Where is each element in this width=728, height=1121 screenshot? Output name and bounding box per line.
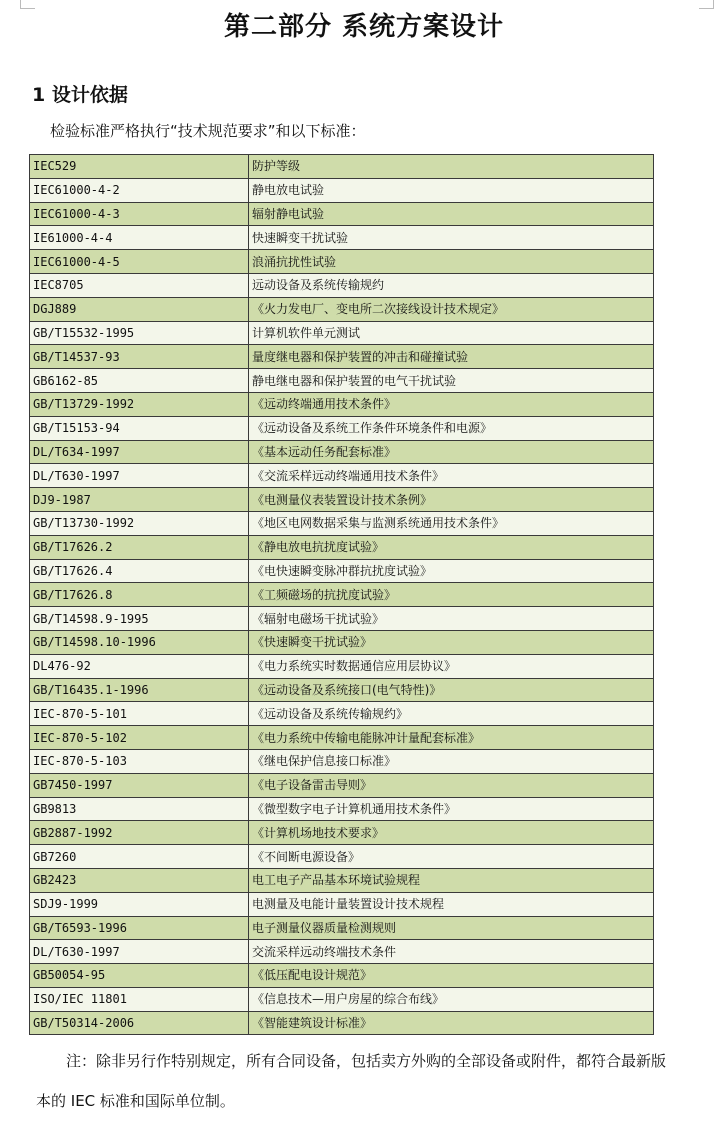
standards-table-row <box>30 678 654 702</box>
standard-code-cell: DL/T630-1997 <box>30 940 249 964</box>
note-paragraph: 注：除非另行作特别规定，所有合同设备，包括卖方外购的全部设备或附件，都符合最新版本的 IEC 标准和国际单位制。 <box>36 1052 667 1110</box>
standard-code-cell: GB7450-1997 <box>30 773 249 797</box>
section-heading: 1 设计依据 <box>32 84 128 106</box>
standard-code-cell: GB/T17626.4 <box>30 559 249 583</box>
standards-table-row <box>30 464 654 488</box>
standard-name-cell: 电测量及电能计量装置设计技术规程 <box>249 892 654 916</box>
standard-name-cell: 《远动设备及系统传输规约》 <box>249 702 654 726</box>
standard-code-cell: DJ9-1987 <box>30 488 249 512</box>
standard-code-cell: DGJ889 <box>30 297 249 321</box>
standard-name-cell: 浪涌抗扰性试验 <box>249 250 654 274</box>
standard-code-cell: GB/T15153-94 <box>30 416 249 440</box>
standards-table-row <box>30 654 654 678</box>
standards-table <box>29 154 654 1035</box>
standards-table-row <box>30 511 654 535</box>
standards-table-row <box>30 202 654 226</box>
standard-code-cell: DL476-92 <box>30 654 249 678</box>
standards-table-row <box>30 773 654 797</box>
standard-code-cell: IEC61000-4-2 <box>30 178 249 202</box>
standard-code-cell: GB50054-95 <box>30 964 249 988</box>
standard-name-cell: 远动设备及系统传输规约 <box>249 273 654 297</box>
standard-name-cell: 《计算机场地技术要求》 <box>249 821 654 845</box>
standard-name-cell: 《远动设备及系统工作条件环境条件和电源》 <box>249 416 654 440</box>
standard-code-cell: GB/T13729-1992 <box>30 392 249 416</box>
standard-code-cell: IE61000-4-4 <box>30 226 249 250</box>
standards-table-row <box>30 369 654 393</box>
standard-code-cell: GB6162-85 <box>30 369 249 393</box>
standards-table-row <box>30 297 654 321</box>
standard-name-cell: 《电子设备雷击导则》 <box>249 773 654 797</box>
standard-name-cell: 《智能建筑设计标准》 <box>249 1011 654 1035</box>
standard-name-cell: 《电力系统实时数据通信应用层协议》 <box>249 654 654 678</box>
standard-code-cell: IEC-870-5-102 <box>30 726 249 750</box>
standard-name-cell: 《地区电网数据采集与监测系统通用技术条件》 <box>249 511 654 535</box>
standards-table-row <box>30 797 654 821</box>
standard-code-cell: GB7260 <box>30 845 249 869</box>
standards-table-row <box>30 416 654 440</box>
standards-table-row <box>30 488 654 512</box>
standards-table-row <box>30 868 654 892</box>
standards-table-row <box>30 749 654 773</box>
standard-name-cell: 《远动终端通用技术条件》 <box>249 392 654 416</box>
standard-code-cell: IEC61000-4-3 <box>30 202 249 226</box>
standard-name-cell: 《微型数字电子计算机通用技术条件》 <box>249 797 654 821</box>
standards-table-row <box>30 226 654 250</box>
standards-table-row <box>30 178 654 202</box>
standards-table-row <box>30 345 654 369</box>
standard-name-cell: 电工电子产品基本环境试验规程 <box>249 868 654 892</box>
standard-name-cell: 《信息技术—用户房屋的综合布线》 <box>249 987 654 1011</box>
intro-paragraph: 检验标准严格执行“技术规范要求”和以下标准： <box>50 122 366 140</box>
standard-code-cell: GB/T16435.1-1996 <box>30 678 249 702</box>
standard-name-cell: 《电测量仪表装置设计技术条例》 <box>249 488 654 512</box>
standard-name-cell: 《静电放电抗扰度试验》 <box>249 535 654 559</box>
standard-code-cell: ISO/IEC 11801 <box>30 987 249 1011</box>
standards-table-row <box>30 535 654 559</box>
standard-name-cell: 静电继电器和保护装置的电气干扰试验 <box>249 369 654 393</box>
standards-table-row <box>30 821 654 845</box>
standard-code-cell: GB2423 <box>30 868 249 892</box>
standard-code-cell: DL/T630-1997 <box>30 464 249 488</box>
standard-name-cell: 静电放电试验 <box>249 178 654 202</box>
standards-table-row <box>30 726 654 750</box>
standard-name-cell: 《低压配电设计规范》 <box>249 964 654 988</box>
standards-table-row <box>30 155 654 179</box>
standard-code-cell: GB/T13730-1992 <box>30 511 249 535</box>
standards-table-row <box>30 964 654 988</box>
standard-code-cell: GB/T17626.8 <box>30 583 249 607</box>
standard-name-cell: 交流采样远动终端技术条件 <box>249 940 654 964</box>
standard-name-cell: 量度继电器和保护装置的冲击和碰撞试验 <box>249 345 654 369</box>
standards-table-row <box>30 702 654 726</box>
standard-code-cell: GB/T17626.2 <box>30 535 249 559</box>
standard-code-cell: GB9813 <box>30 797 249 821</box>
standard-code-cell: SDJ9-1999 <box>30 892 249 916</box>
standards-table-body <box>30 155 654 1035</box>
standard-code-cell: IEC-870-5-101 <box>30 702 249 726</box>
standards-table-row <box>30 440 654 464</box>
standards-table-row <box>30 630 654 654</box>
standards-table-row <box>30 583 654 607</box>
standards-table-row <box>30 845 654 869</box>
standard-name-cell: 计算机软件单元测试 <box>249 321 654 345</box>
standards-table-row <box>30 607 654 631</box>
standards-table-row <box>30 273 654 297</box>
standard-name-cell: 《继电保护信息接口标准》 <box>249 749 654 773</box>
standards-table-row <box>30 916 654 940</box>
standard-name-cell: 《交流采样远动终端通用技术条件》 <box>249 464 654 488</box>
standard-name-cell: 辐射静电试验 <box>249 202 654 226</box>
standards-table-row <box>30 321 654 345</box>
standard-code-cell: GB/T15532-1995 <box>30 321 249 345</box>
standard-name-cell: 《辐射电磁场干扰试验》 <box>249 607 654 631</box>
standard-code-cell: GB/T14598.9-1995 <box>30 607 249 631</box>
standards-table-row <box>30 559 654 583</box>
standard-name-cell: 《电力系统中传输电能脉冲计量配套标准》 <box>249 726 654 750</box>
standard-code-cell: GB2887-1992 <box>30 821 249 845</box>
standard-code-cell: IEC61000-4-5 <box>30 250 249 274</box>
standards-table-row <box>30 892 654 916</box>
standard-name-cell: 《工频磁场的抗扰度试验》 <box>249 583 654 607</box>
standards-table-row <box>30 987 654 1011</box>
standard-code-cell: IEC8705 <box>30 273 249 297</box>
standard-code-cell: IEC-870-5-103 <box>30 749 249 773</box>
standard-name-cell: 《基本远动任务配套标准》 <box>249 440 654 464</box>
standard-name-cell: 防护等级 <box>249 155 654 179</box>
standard-code-cell: GB/T14537-93 <box>30 345 249 369</box>
standards-table-row <box>30 940 654 964</box>
standard-name-cell: 《电快速瞬变脉冲群抗扰度试验》 <box>249 559 654 583</box>
standard-name-cell: 《快速瞬变干扰试验》 <box>249 630 654 654</box>
standard-name-cell: 《远动设备及系统接口(电气特性)》 <box>249 678 654 702</box>
standard-name-cell: 《火力发电厂、变电所二次接线设计技术规定》 <box>249 297 654 321</box>
standard-code-cell: GB/T6593-1996 <box>30 916 249 940</box>
standard-name-cell: 电子测量仪器质量检测规则 <box>249 916 654 940</box>
standard-code-cell: DL/T634-1997 <box>30 440 249 464</box>
standard-name-cell: 《不间断电源设备》 <box>249 845 654 869</box>
page-title: 第二部分 系统方案设计 <box>223 12 505 42</box>
standards-table-row <box>30 392 654 416</box>
standard-code-cell: GB/T50314-2006 <box>30 1011 249 1035</box>
standards-table-row <box>30 1011 654 1035</box>
standard-code-cell: GB/T14598.10-1996 <box>30 630 249 654</box>
standards-table-row <box>30 250 654 274</box>
standard-name-cell: 快速瞬变干扰试验 <box>249 226 654 250</box>
standard-code-cell: IEC529 <box>30 155 249 179</box>
